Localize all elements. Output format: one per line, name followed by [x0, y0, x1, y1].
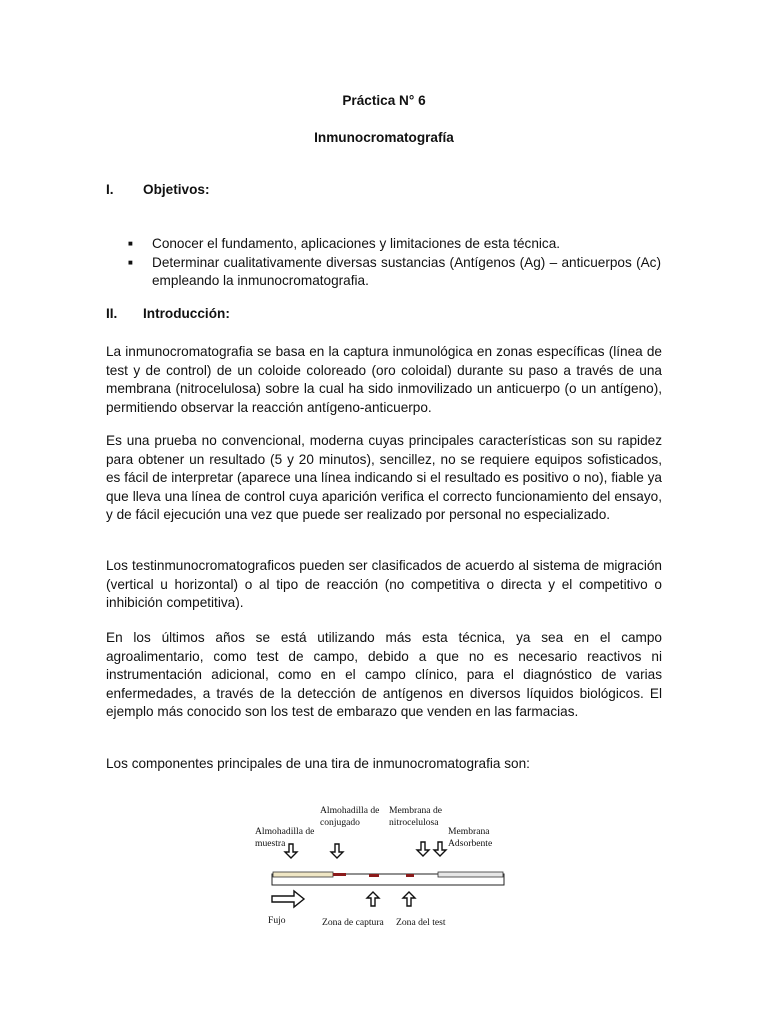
nitrocellulose-label-line2: nitrocelulosa — [389, 817, 439, 828]
flow-arrow-icon — [272, 891, 304, 907]
conjugate-pad-label-line1: Almohadilla de — [320, 805, 380, 816]
page-subtitle: Inmunocromatografía — [314, 130, 454, 145]
paragraph: Es una prueba no convencional, moderna cuyas principales características son su rapidez para obtener un resultado (5 y 20 minutos), sencillez, no se requiere equipos sofisticados, es fácil de interpretar (aparece una línea indicando si el resultado es positivo o no), fiable ya que lleva una línea de control cuya aparición verifica el correcto funcionamiento del ensayo, y de fácil ejecución una vez que puede ser realizado por personal no especializado. — [106, 433, 662, 522]
sample-pad-label-line1: Almohadilla de — [255, 826, 315, 837]
paragraph: Los testinmunocromatograficos pueden ser clasificados de acuerdo al sistema de migración (vertical u horizontal) o al tipo de reacción (no competitiva o directa y el competitivo o inhibición competitiva). — [106, 558, 662, 610]
up-arrow-icon — [403, 892, 415, 906]
flow-label: Fujo — [268, 915, 286, 926]
list-item-text: Conocer el fundamento, aplicaciones y limitaciones de esta técnica. — [152, 236, 561, 251]
absorbent-label-line2: Adsorbente — [448, 838, 493, 849]
paragraph: Los componentes principales de una tira de inmunocromatografia son: — [106, 756, 530, 771]
down-arrow-icon — [434, 842, 446, 856]
list-item — [128, 235, 661, 254]
section-introduction-heading — [106, 305, 230, 324]
absorbent-pad — [438, 872, 503, 877]
down-arrow-icon — [331, 844, 343, 858]
section-objectives-heading — [106, 181, 209, 200]
sample-pad — [273, 872, 333, 877]
sample-pad-label-line2: muestra — [255, 838, 286, 849]
bullet-icon: ■ — [128, 239, 133, 248]
bullet-icon: ■ — [128, 257, 133, 267]
test-strip-diagram — [250, 792, 520, 932]
nitrocellulose-label-line1: Membrana de — [389, 805, 443, 816]
up-arrow-icon — [367, 892, 379, 906]
section-number: II. — [106, 306, 118, 321]
paragraph: La inmunocromatografia se basa en la captura inmunológica en zonas específicas (línea de test y de control) de un coloide coloreado (oro coloidal) durante su paso a través de una membrana (nitrocelulosa) sobre la cual ha sido inmovilizado un anticuerpo (o un antígeno), permitiendo observar la reacción antígeno-anticuerpo. — [106, 344, 662, 415]
capture-zone-label: Zona de captura — [322, 917, 384, 928]
conjugate-pad-label-line2: conjugado — [320, 817, 360, 828]
conjugate-band — [333, 873, 346, 876]
list-item — [128, 254, 661, 291]
absorbent-label-line1: Membrana — [448, 826, 490, 837]
page-title: Práctica N° 6 — [342, 93, 426, 108]
test-zone-label: Zona del test — [396, 917, 446, 928]
down-arrow-icon — [417, 842, 429, 856]
paragraph: En los últimos años se está utilizando más esta técnica, ya sea en el campo agroalimentario, como test de campo, debido a que no es necesario reactivos ni instrumentación adicional, como en el campo clínico, para el diagnóstico de varias enfermedades, a través de la detección de antígenos en diversos líquidos biológicos. El ejemplo más conocido son los test de embarazo que venden en las farmacias. — [106, 630, 662, 719]
test-line — [406, 874, 414, 877]
section-title: Introducción: — [143, 306, 230, 321]
down-arrow-icon — [285, 844, 297, 858]
list-item-text: Determinar cualitativamente diversas sustancias (Antígenos (Ag) – anticuerpos (Ac) empleando la inmunocromatografia. — [152, 254, 661, 288]
capture-line — [369, 874, 379, 877]
section-title: Objetivos: — [143, 182, 210, 197]
section-number: I. — [106, 182, 114, 197]
objectives-list — [128, 235, 661, 291]
